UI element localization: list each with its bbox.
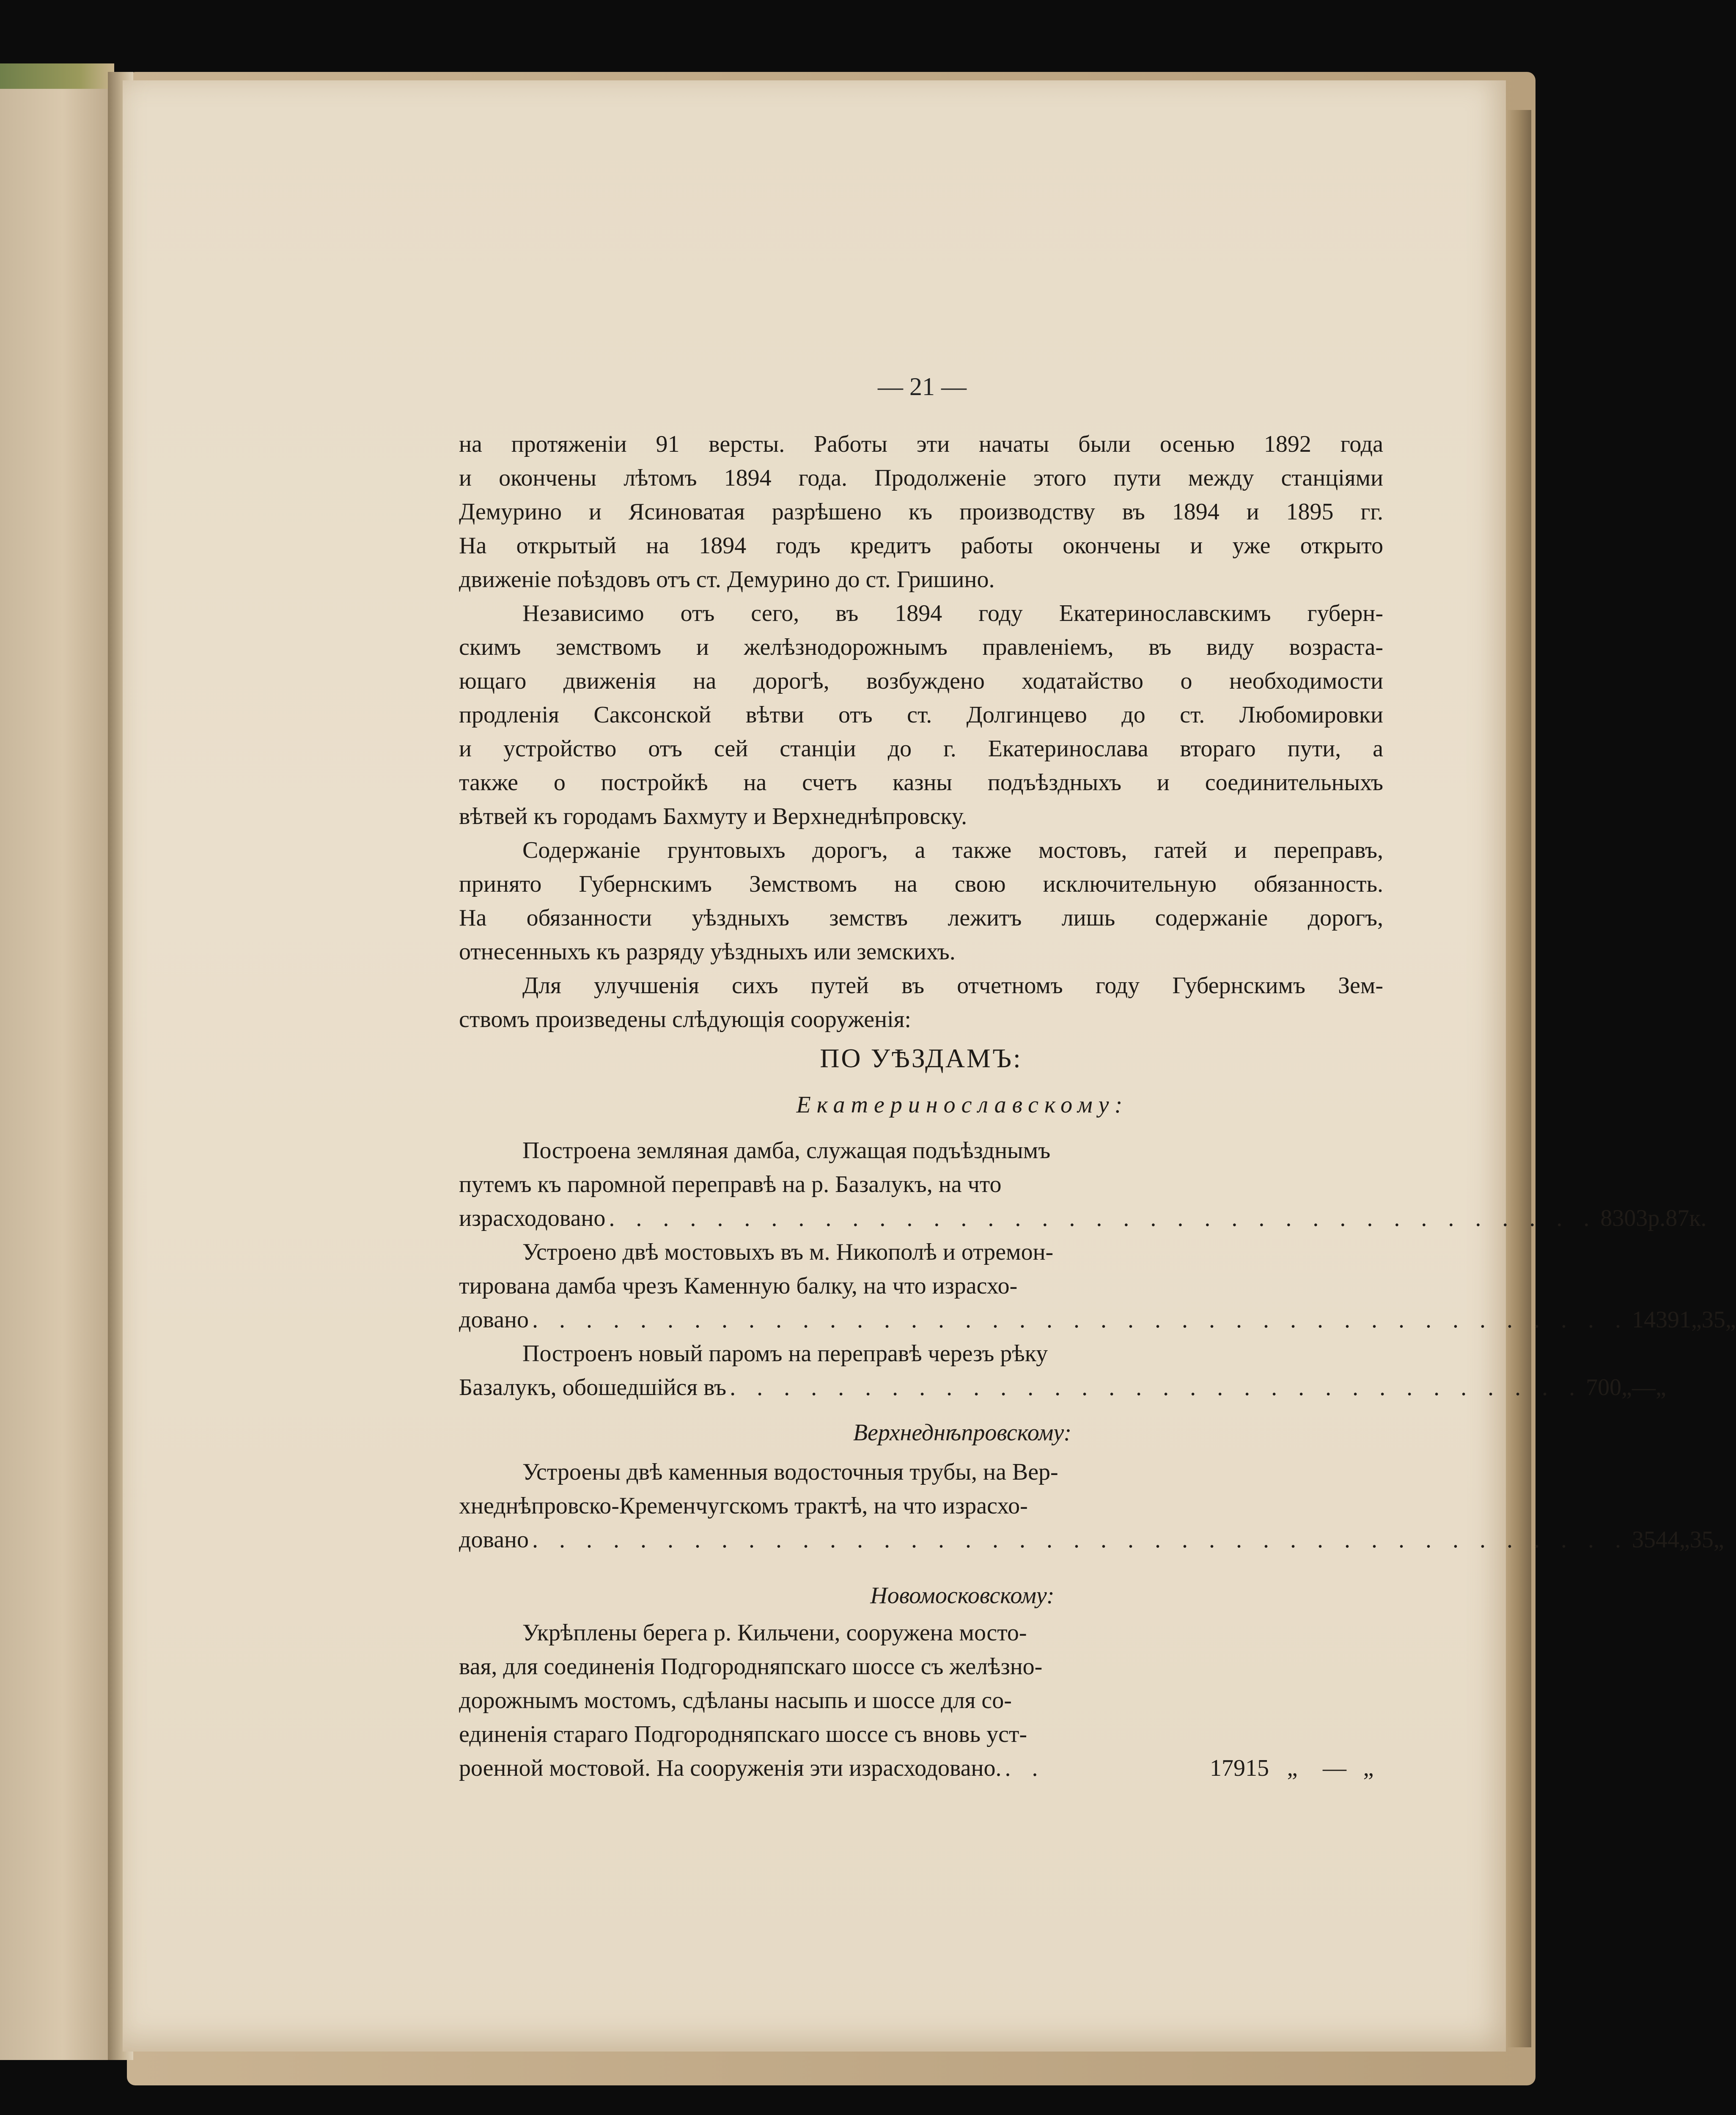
body-text [459, 427, 1383, 1036]
entry-description [459, 1337, 1178, 1371]
kopecks-unit: „ [1655, 1374, 1666, 1401]
dot-leader: . . [1005, 1755, 1046, 1781]
text-line: Для улучшенія сихъ путей въ отчетномъ году Губернскимъ Зем- [522, 972, 1383, 999]
book-cover-edge [0, 63, 114, 89]
text-line: израсходовано [459, 1205, 606, 1231]
expense-entry [459, 1455, 1724, 1557]
text-line: продленія Саксонской вѣтви отъ ст. Долгинцево до ст. Любомировки [459, 702, 1383, 728]
subsection-heading-novomoskovsk: Новомосковскому: [870, 1582, 1055, 1609]
expense-entry [459, 1235, 1736, 1337]
text-line: путемъ къ паромной переправѣ на р. Базалукъ, на что [459, 1171, 1002, 1198]
text-line: ющаго движенія на дорогѣ, возбуждено ходатайство о необходимости [459, 668, 1383, 694]
expense-entry [459, 1616, 1383, 1785]
amount-rubles: 14391 [1632, 1307, 1692, 1333]
expense-entry [459, 1134, 1707, 1235]
entry-description [459, 1455, 1178, 1523]
entry-description [459, 1134, 1178, 1201]
text-line: Независимо отъ сего, въ 1894 году Екатеринославскимъ губерн- [522, 600, 1383, 626]
text-line: На открытый на 1894 годъ кредитъ работы окончены и уже открыто [459, 533, 1383, 559]
paragraph-4 [459, 969, 1383, 1036]
text-line: движеніе поѣздовъ отъ ст. Демурино до ст. Гришино. [459, 566, 995, 593]
page-edges [1506, 110, 1531, 2047]
section-heading: ПО УѢЗДАМЪ: [820, 1043, 1022, 1073]
text-line: Построена земляная дамба, служащая подъѣзднымъ [522, 1137, 1051, 1164]
rubles-unit: „ [1287, 1755, 1298, 1781]
amount-rubles: 3544 [1632, 1527, 1680, 1553]
amount-kopecks: — [1632, 1374, 1656, 1401]
amount-rubles: 17915 [1210, 1755, 1269, 1781]
amount-kopecks: 35 [1689, 1527, 1714, 1553]
text-line: на протяженіи 91 версты. Работы эти начаты были осенью 1892 года [459, 431, 1383, 457]
dot-leader: . . . . . . . . . . . . . . . . . . . . . . . . . . . . . . . . . . . . . . . . . [532, 1527, 1629, 1553]
rubles-unit: „ [1679, 1527, 1690, 1553]
kopecks-unit: „ [1713, 1527, 1724, 1553]
text-line: довано [459, 1307, 529, 1333]
entry-description [459, 1616, 1178, 1751]
text-line: Построенъ новый паромъ на переправѣ черезъ рѣку [522, 1340, 1048, 1367]
amount-kopecks: — [1323, 1755, 1346, 1781]
entry-total-line [459, 1201, 1707, 1235]
expense-entry [459, 1337, 1666, 1404]
entry-total-line [459, 1371, 1666, 1404]
rubles-unit: „ [1691, 1307, 1702, 1333]
entry-total-line [459, 1303, 1736, 1337]
text-line: Устроены двѣ каменныя водосточныя трубы, на Вер- [522, 1459, 1058, 1485]
text-line: роенной мостовой. На сооруженія эти израсходовано. [459, 1755, 1002, 1781]
text-line: также о постройкѣ на счетъ казны подъѣздныхъ и соединительныхъ [459, 769, 1383, 796]
text-line: Устроено двѣ мостовыхъ въ м. Никополѣ и отремон- [522, 1239, 1054, 1265]
text-line: Укрѣплены берега р. Кильчени, сооружена мосто- [522, 1620, 1027, 1646]
dot-leader: . . . . . . . . . . . . . . . . . . . . . . . . . . . . . . . . [730, 1374, 1583, 1401]
left-facing-page [0, 63, 114, 2060]
paragraph-1 [459, 427, 1383, 596]
text-line: Демурино и Ясиноватая разрѣшено къ производству въ 1894 и 1895 гг. [459, 499, 1383, 525]
text-line: довано [459, 1527, 529, 1553]
amount-rubles: 700 [1586, 1374, 1622, 1401]
text-line: ствомъ произведены слѣдующія сооруженія: [459, 1006, 911, 1033]
paragraph-2 [459, 596, 1383, 833]
kopecks-unit: к. [1689, 1205, 1707, 1231]
rubles-unit: „ [1621, 1374, 1632, 1401]
text-line: тирована дамба чрезъ Каменную балку, на что израсхо- [459, 1273, 1018, 1299]
page-number: — 21 — [878, 373, 967, 401]
dot-leader: . . . . . . . . . . . . . . . . . . . . . . . . . . . . . . . . . . . . . [609, 1205, 1597, 1231]
text-line: единенія стараго Подгородняпскаго шоссе съ вновь уст- [459, 1721, 1027, 1747]
text-line: На обязанности уѣздныхъ земствъ лежитъ лишь содержаніе дорогъ, [459, 905, 1383, 931]
text-line: вѣтвей къ городамъ Бахмуту и Верхнеднѣпровску. [459, 803, 967, 830]
text-line: хнеднѣпровско-Кременчугскомъ трактѣ, на что израсхо- [459, 1493, 1028, 1519]
text-line: отнесенныхъ къ разряду уѣздныхъ или земскихъ. [459, 939, 956, 965]
text-line: дорожнымъ мостомъ, сдѣланы насыпь и шоссе для со- [459, 1687, 1012, 1714]
entry-description [459, 1235, 1178, 1303]
amount-kopecks: 87 [1665, 1205, 1689, 1231]
entry-total-line [459, 1751, 1383, 1785]
entry-total-line [459, 1523, 1724, 1557]
kopecks-unit: „ [1363, 1755, 1374, 1781]
subsection-heading-verkhnedneprovsk: Верхнеднѣпровскому: [853, 1420, 1072, 1446]
text-line: принято Губернскимъ Земствомъ на свою исключительную обязанность. [459, 871, 1383, 897]
amount-rubles: 8303 [1600, 1205, 1648, 1231]
text-line: и окончены лѣтомъ 1894 года. Продолженіе этого пути между станціями [459, 465, 1383, 491]
kopecks-unit: „ [1725, 1307, 1736, 1333]
dot-leader: . . . . . . . . . . . . . . . . . . . . . . . . . . . . . . . . . . . . . . . . . [532, 1307, 1629, 1333]
text-line: Базалукъ, обошедшійся въ [459, 1374, 727, 1401]
text-line: Содержаніе грунтовыхъ дорогъ, а также мостовъ, гатей и переправъ, [522, 837, 1383, 863]
text-line: вая, для соединенія Подгородняпскаго шоссе съ желѣзно- [459, 1654, 1043, 1680]
rubles-unit: р. [1648, 1205, 1666, 1231]
text-line: скимъ земствомъ и желѣзнодорожнымъ правленіемъ, въ виду возраста- [459, 634, 1383, 660]
paragraph-3 [459, 833, 1383, 969]
amount-kopecks: 35 [1701, 1307, 1725, 1333]
text-line: и устройство отъ сей станціи до г. Екатеринослава втораго пути, а [459, 736, 1383, 762]
subsection-heading-ekaterinoslav: Екатеринославскому: [796, 1092, 1129, 1118]
